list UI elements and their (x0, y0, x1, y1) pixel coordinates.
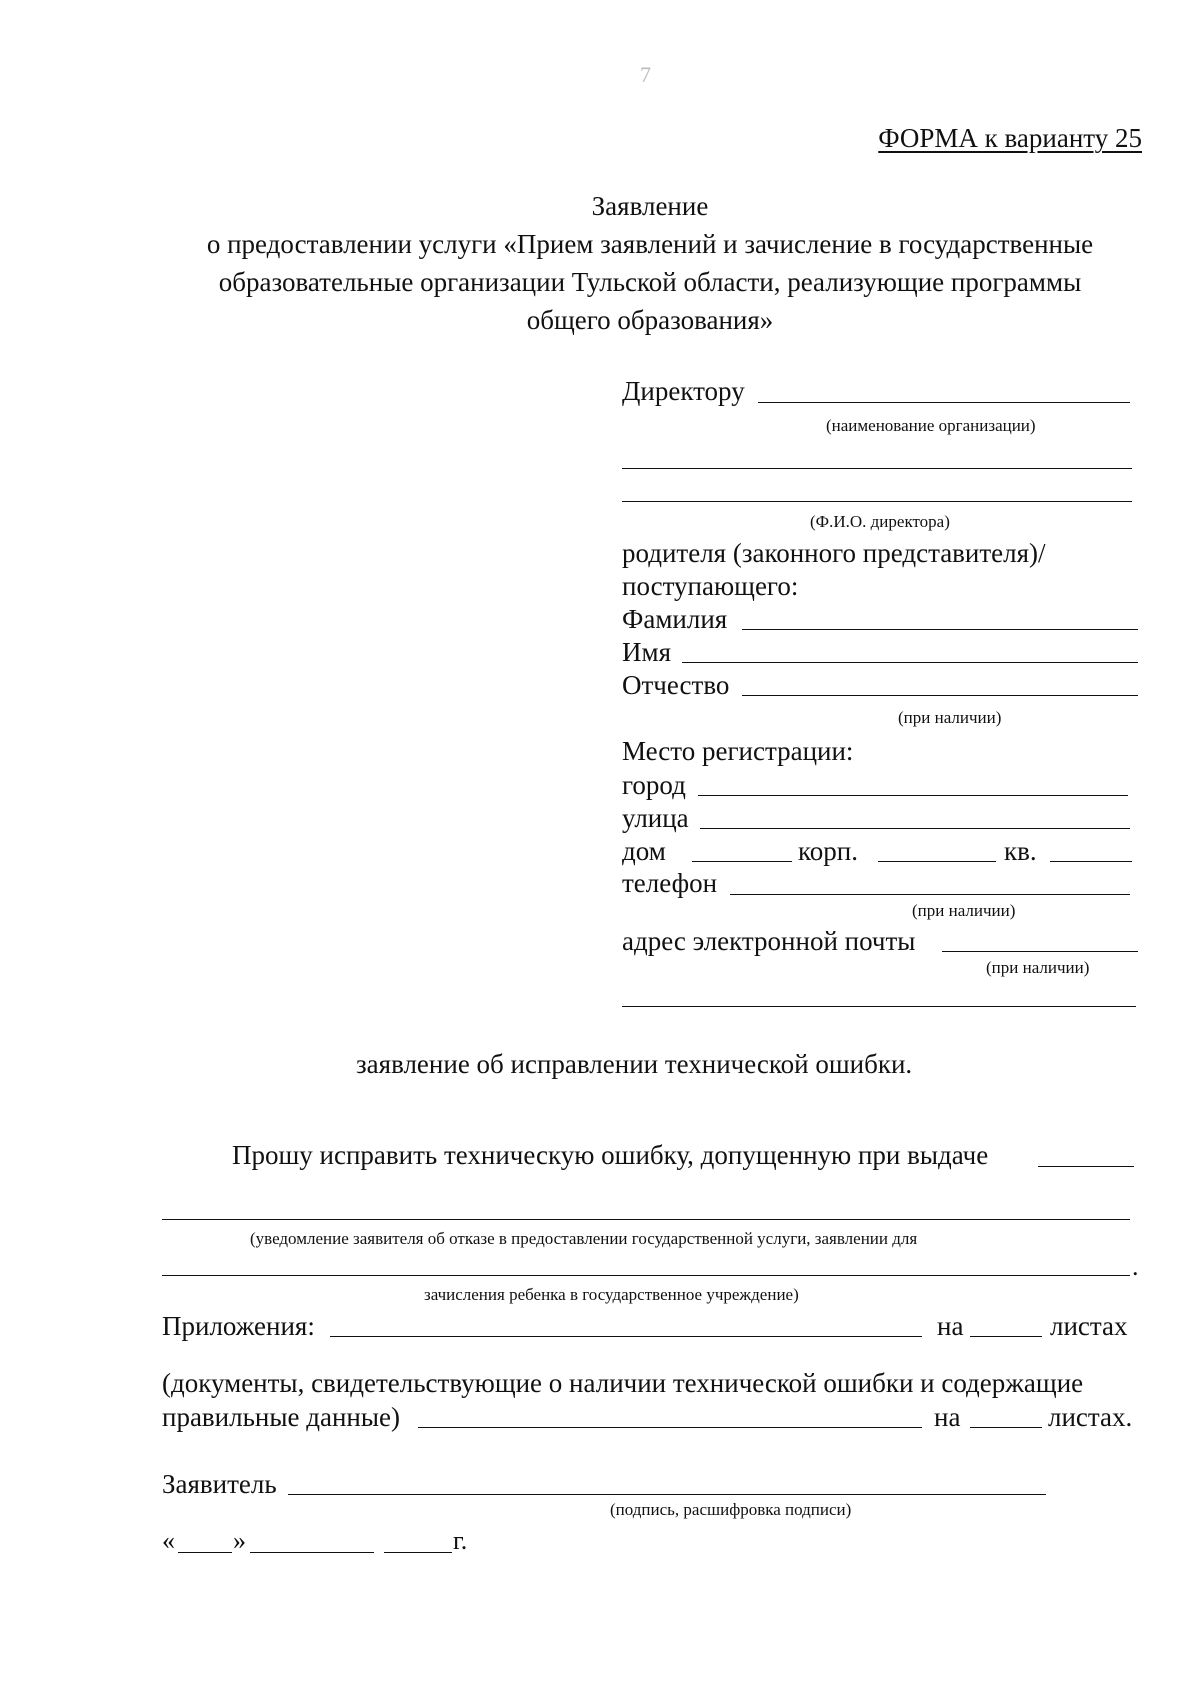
application-heading: заявление об исправлении технической ошибки. (356, 1049, 913, 1079)
document-caption-part-2: зачисления ребенка в государственное учреждение) (424, 1285, 799, 1304)
street-field[interactable] (700, 828, 1130, 829)
documents-sheets-label: листах. (1048, 1402, 1133, 1432)
director-label: Директору (622, 376, 745, 406)
documents-sheets-field[interactable] (970, 1427, 1042, 1428)
director-name-caption: (Ф.И.О. директора) (810, 512, 950, 531)
surname-label: Фамилия (622, 604, 728, 634)
phone-caption: (при наличии) (912, 901, 1016, 920)
date-year-suffix: г. (453, 1526, 468, 1555)
documents-field[interactable] (418, 1427, 922, 1428)
name-label: Имя (622, 637, 672, 667)
title-line-4: общего образования» (526, 305, 774, 335)
email-label: адрес электронной почты (622, 926, 916, 956)
patronymic-label: Отчество (622, 670, 730, 700)
title-line-3: образовательные организации Тульской области, реализующие программы (218, 267, 1082, 297)
documents-line-1: (документы, свидетельствующие о наличии технической ошибки и содержащие (162, 1368, 1084, 1398)
parent-line-2: поступающего: (622, 571, 799, 601)
org-name-field[interactable] (622, 468, 1132, 469)
title-line-1: Заявление (591, 191, 709, 221)
attachments-on-label: на (937, 1311, 964, 1341)
house-field[interactable] (692, 861, 792, 862)
issued-document-field-line-3[interactable] (162, 1275, 1130, 1276)
signature-field[interactable] (288, 1494, 1046, 1495)
director-name-field[interactable] (622, 501, 1132, 502)
request-text: Прошу исправить техническую ошибку, допущенную при выдаче (232, 1140, 989, 1170)
issued-document-field-line-2[interactable] (162, 1219, 1130, 1220)
city-label: город (622, 770, 686, 800)
name-field[interactable] (682, 662, 1138, 663)
attachments-sheets-label: листах (1050, 1311, 1128, 1341)
date-day-field[interactable] (178, 1552, 232, 1553)
attachments-label: Приложения: (162, 1311, 315, 1341)
email-field-continued[interactable] (622, 1006, 1136, 1007)
date-year-field[interactable] (384, 1552, 452, 1553)
attachments-sheets-field[interactable] (970, 1336, 1042, 1337)
date-quote-open: « (162, 1526, 175, 1555)
apt-label: кв. (1004, 836, 1037, 866)
title-line-2: о предоставлении услуги «Прием заявлений и зачисление в государственные (206, 229, 1094, 259)
surname-field[interactable] (742, 629, 1138, 630)
registration-label: Место регистрации: (622, 736, 854, 766)
page-number: 7 (640, 62, 651, 87)
director-field[interactable] (758, 402, 1130, 403)
date-quote-close: » (233, 1526, 246, 1555)
building-label: корп. (798, 836, 858, 866)
issued-document-field[interactable] (1038, 1166, 1134, 1167)
phone-label: телефон (622, 868, 718, 898)
building-field[interactable] (878, 861, 996, 862)
attachments-field[interactable] (330, 1336, 922, 1337)
signature-caption: (подпись, расшифровка подписи) (610, 1500, 852, 1519)
city-field[interactable] (698, 795, 1128, 796)
documents-line-2: правильные данные) (162, 1402, 400, 1432)
email-field[interactable] (942, 951, 1138, 952)
parent-line-1: родителя (законного представителя)/ (622, 538, 1046, 568)
street-label: улица (622, 803, 689, 833)
org-caption: (наименование организации) (826, 416, 1036, 435)
document-caption-part-1: (уведомление заявителя об отказе в предоставлении государственной услуги, заявлении для (250, 1229, 918, 1248)
period-mark: . (1132, 1252, 1139, 1281)
applicant-label: Заявитель (162, 1469, 277, 1499)
email-caption: (при наличии) (986, 958, 1090, 977)
patronymic-caption: (при наличии) (898, 708, 1002, 727)
patronymic-field[interactable] (742, 695, 1138, 696)
house-label: дом (622, 836, 666, 866)
form-label: ФОРМА к варианту 25 (878, 123, 1142, 153)
documents-on-label: на (934, 1402, 961, 1432)
phone-field[interactable] (730, 894, 1130, 895)
date-month-field[interactable] (250, 1552, 374, 1553)
apt-field[interactable] (1050, 861, 1132, 862)
